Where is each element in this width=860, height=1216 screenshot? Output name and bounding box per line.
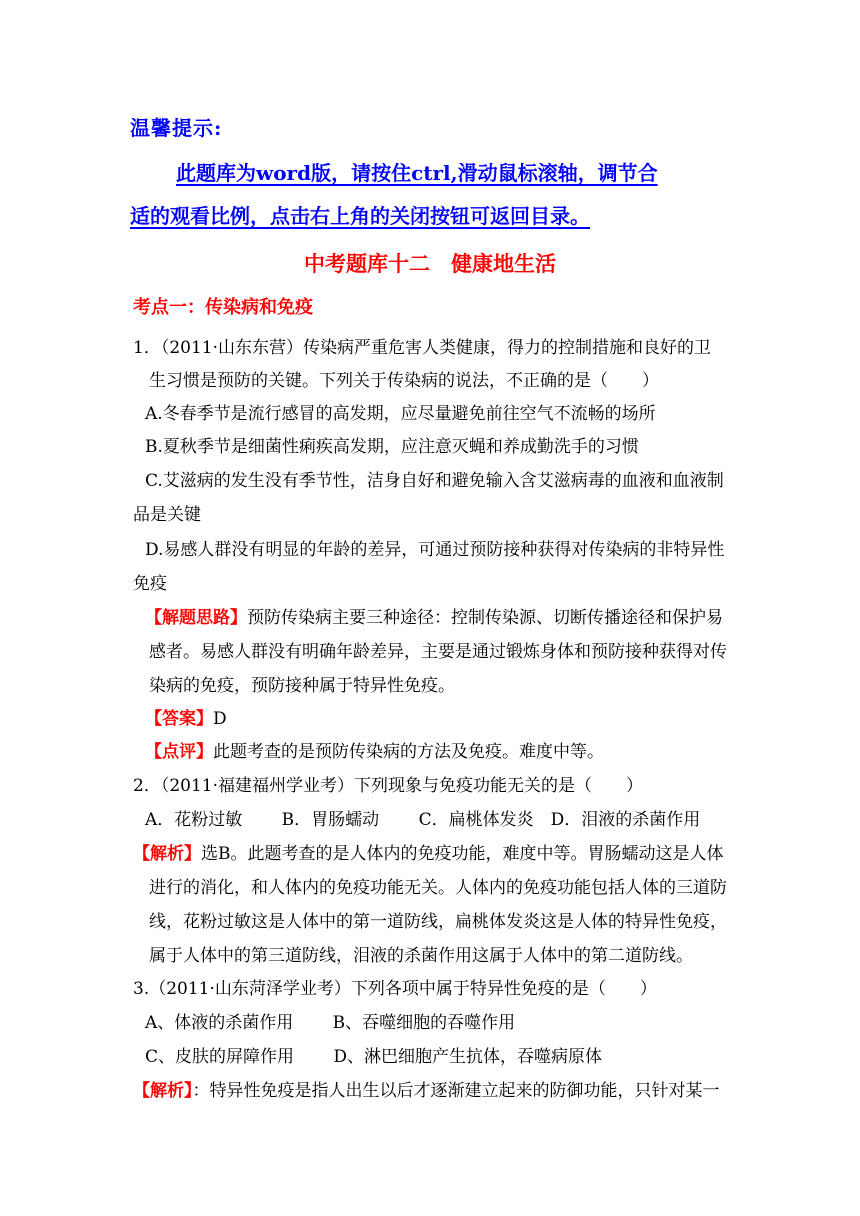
- q1-stem-line-1: 1．（2011·山东东营）传染病严重危害人类健康，得力的控制措施和良好的卫: [133, 338, 711, 358]
- q1-answer-tag: 【答案】: [145, 709, 213, 729]
- q2-analysis-tag: 【解析】: [133, 844, 201, 864]
- tip-heading: 温馨提示:: [130, 116, 223, 140]
- q1-answer-value: D: [213, 709, 227, 729]
- q3-analysis-text: ：特异性免疫是指人出生以后才逐渐建立起来的防御功能，只针对某一: [192, 1081, 720, 1101]
- tip-line-2: 适的观看比例，点击右上角的关闭按钮可返回目录。: [130, 204, 590, 228]
- q1-analysis-line-1: [145, 606, 723, 630]
- q1-analysis-line-3: 染病的免疫，预防接种属于特异性免疫。: [149, 676, 455, 696]
- q3-analysis-tag: 【解析】: [133, 1081, 193, 1101]
- q1-option-c-line-2: 品是关键: [133, 505, 201, 525]
- q3-options-cd: C、皮肤的屏障作用 D、淋巴细胞产生抗体，吞噬病原体: [145, 1047, 603, 1067]
- q1-option-b: B.夏秋季节是细菌性痢疾高发期，应注意灭蝇和养成勤洗手的习惯: [145, 437, 639, 457]
- q1-analysis-tag: 【解题思路】: [145, 608, 247, 628]
- q2-analysis-line-1: [133, 842, 724, 866]
- q1-answer: [145, 707, 227, 731]
- q3-analysis-line-1: [133, 1079, 720, 1103]
- q1-option-d-line-1: D.易感人群没有明显的年龄的差异，可通过预防接种获得对传染病的非特异性: [145, 540, 725, 560]
- q2-analysis-line-4: 属于人体中的第三道防线，泪液的杀菌作用这属于人体中的第二道防线。: [149, 946, 693, 966]
- q1-option-a: A.冬春季节是流行感冒的高发期，应尽量避免前往空气不流畅的场所: [145, 404, 656, 424]
- q2-analysis-line-3: 线，花粉过敏这是人体中的第一道防线，扁桃体发炎这是人体的特异性免疫，: [149, 912, 727, 932]
- q1-comment-tag: 【点评】: [145, 742, 213, 762]
- q2-analysis-line-2: 进行的消化，和人体内的免疫功能无关。人体内的免疫功能包括人体的三道防: [149, 878, 727, 898]
- q1-stem-line-2: 生习惯是预防的关键。下列关于传染病的说法，不正确的是（ ）: [149, 371, 659, 391]
- q1-option-d-line-2: 免疫: [133, 574, 167, 594]
- q2-stem: 2．（2011·福建福州学业考）下列现象与免疫功能无关的是（ ）: [133, 776, 643, 796]
- q3-stem: 3.（2011·山东菏泽学业考）下列各项中属于特异性免疫的是（ ）: [133, 979, 657, 999]
- q1-comment-text: 此题考查的是预防传染病的方法及免疫。难度中等。: [213, 742, 604, 762]
- q2-options: A．花粉过敏 B．胃肠蠕动 C．扁桃体发炎 D．泪液的杀菌作用: [145, 810, 701, 830]
- q1-analysis-line-2: 感者。易感人群没有明确年龄差异，主要是通过锻炼身体和预防接种获得对传: [149, 642, 727, 662]
- q1-comment: [145, 740, 604, 764]
- q1-option-c-line-1: C.艾滋病的发生没有季节性，洁身自好和避免输入含艾滋病毒的血液和血液制: [145, 471, 724, 491]
- tip-line-1: 此题库为word版，请按住ctrl,滑动鼠标滚轴，调节合: [176, 161, 658, 185]
- q2-analysis-text: 选B。此题考查的是人体内的免疫功能，难度中等。胃肠蠕动这是人体: [201, 844, 724, 864]
- q3-options-ab: A、体液的杀菌作用 B、吞噬细胞的吞噬作用: [145, 1013, 516, 1033]
- document-title: 中考题库十二 健康地生活: [304, 251, 556, 276]
- q1-analysis-text: 预防传染病主要三种途径：控制传染源、切断传播途径和保护易: [247, 608, 723, 628]
- section-heading: 考点一：传染病和免疫: [133, 297, 313, 318]
